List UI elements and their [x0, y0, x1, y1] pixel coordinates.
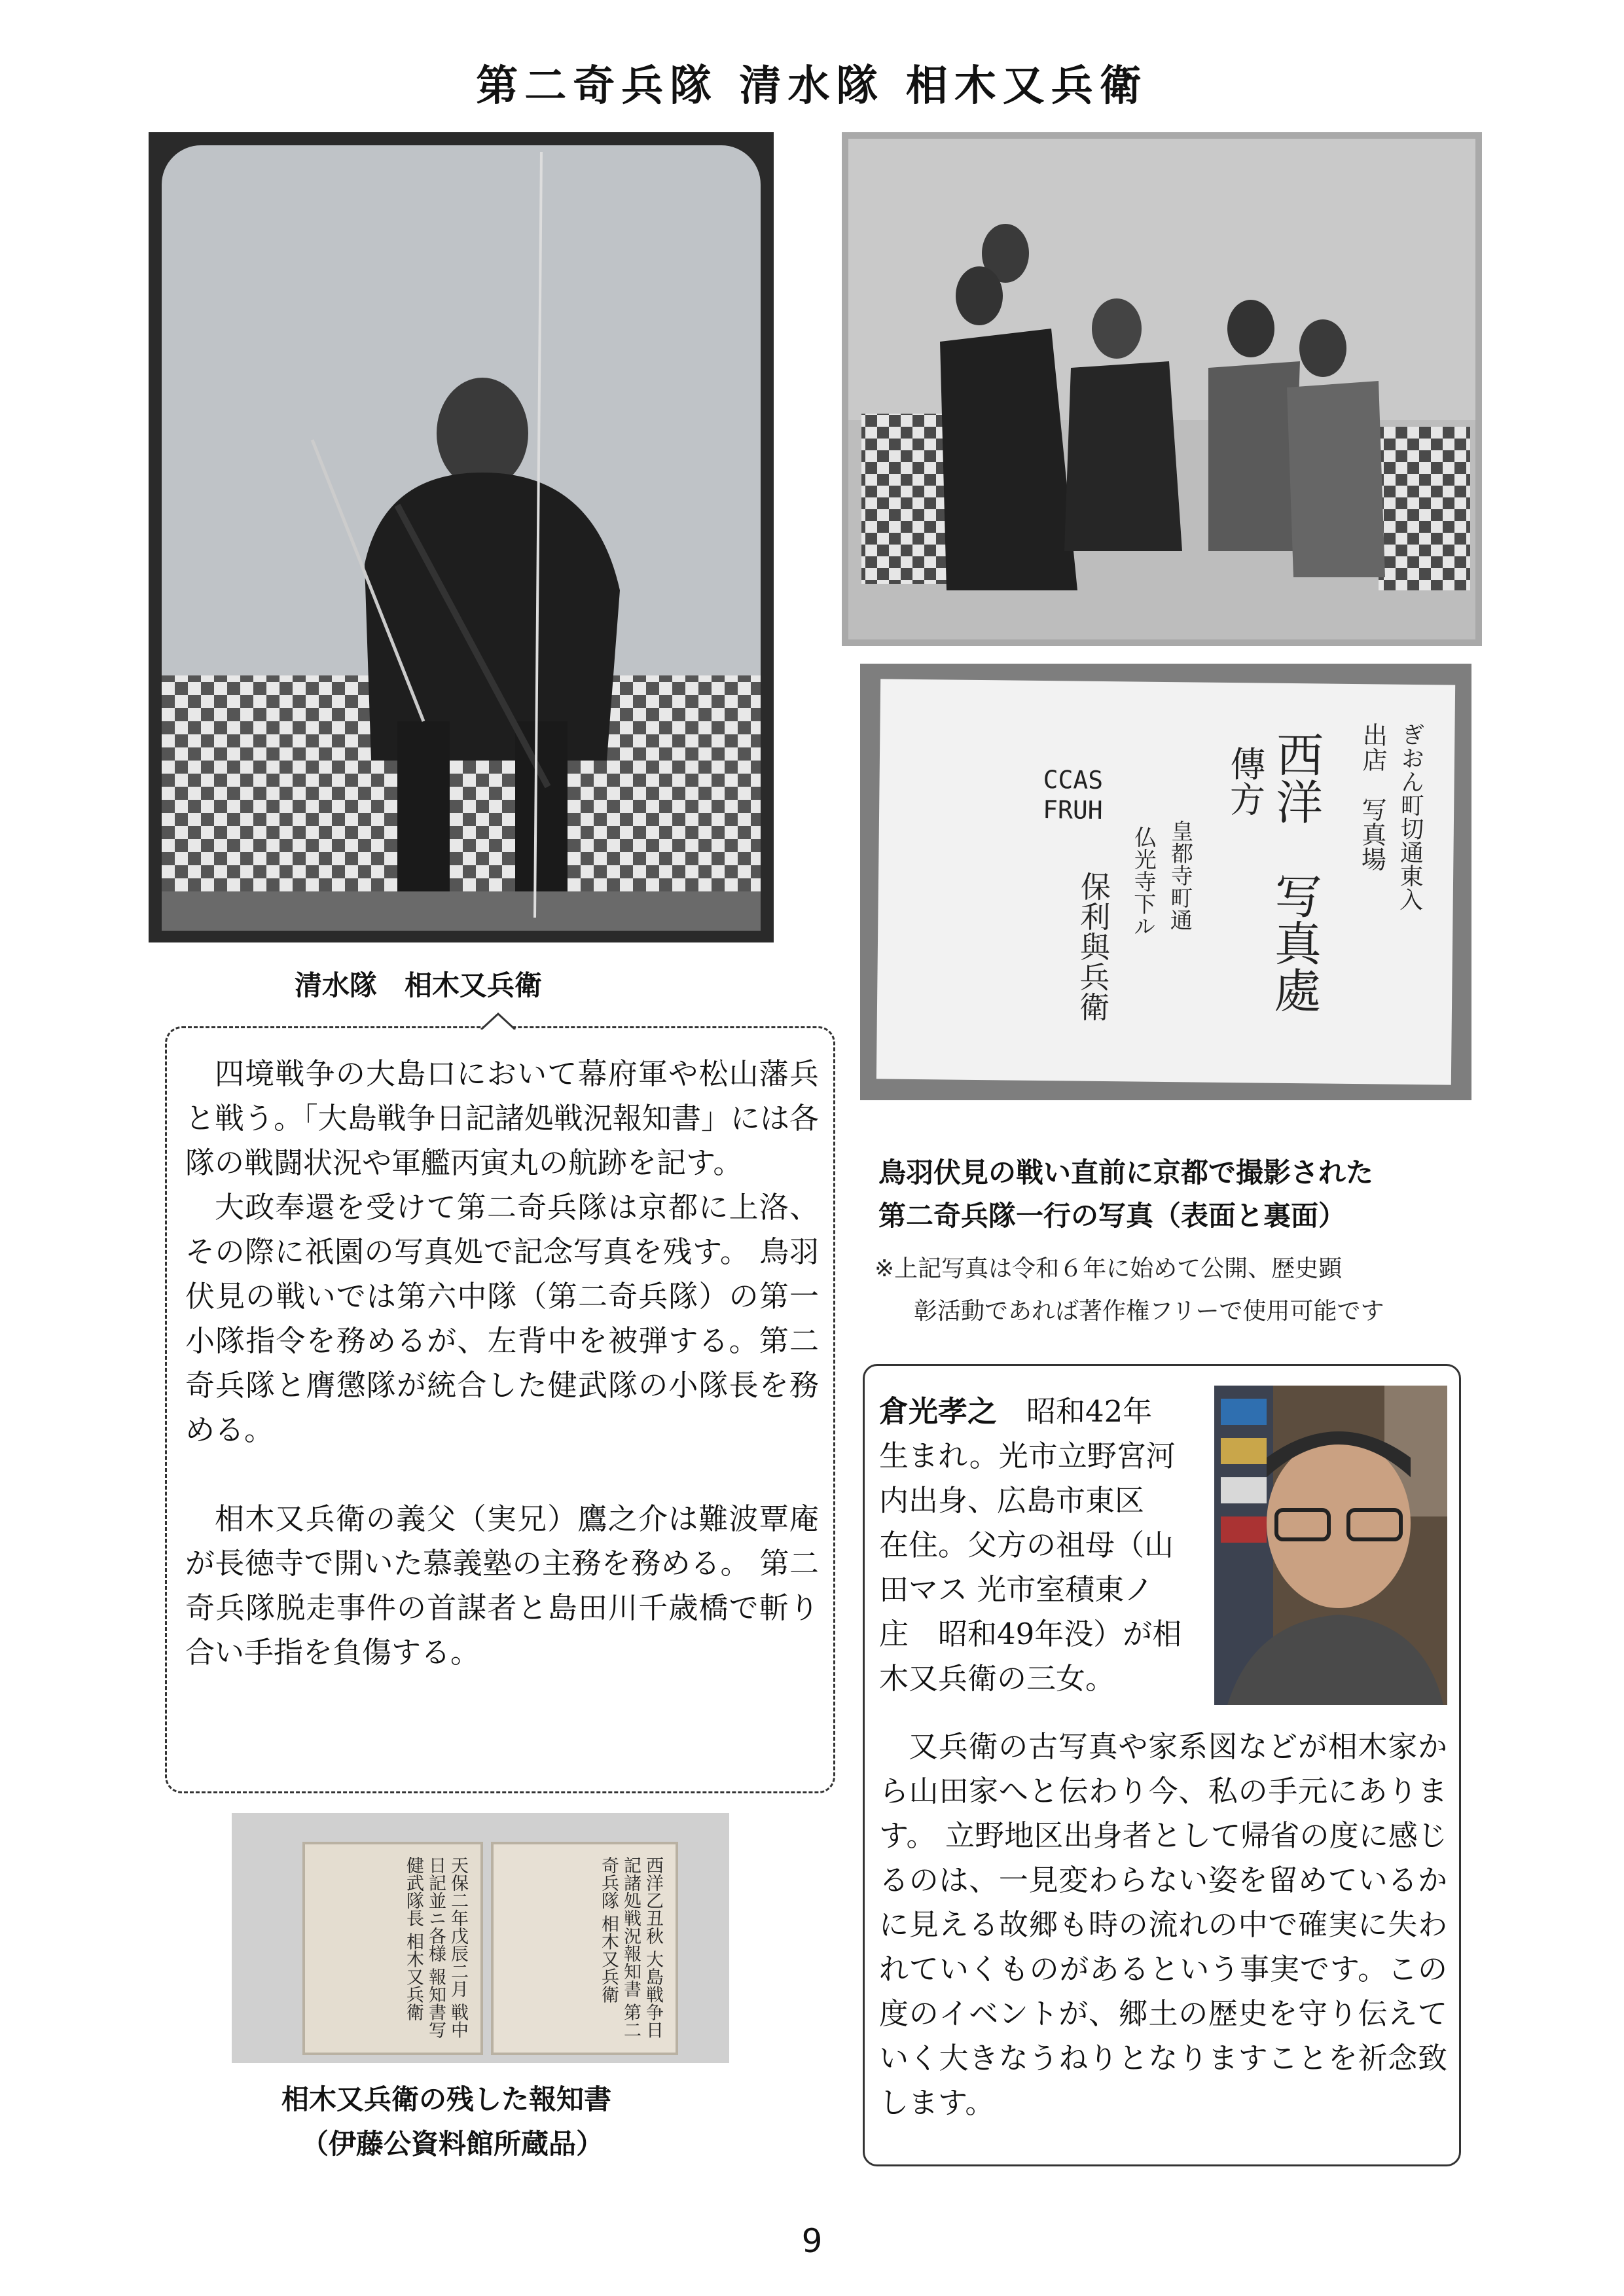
inscription-col-7: 仏光寺下ル	[1129, 825, 1157, 937]
page-title: 第二奇兵隊 清水隊 相木又兵衛	[476, 62, 1148, 111]
report-book-right	[491, 1842, 678, 2055]
story-paragraph-3: 相木又兵衛の義父（実兄）鷹之介は難波覃庵が長徳寺で開いた慕義塾の主務を務める。 第二奇兵隊脱走事件の首謀者と島田川千歳橋で斬り合い手指を負傷する。	[185, 1501, 819, 1670]
author-bio-line-1	[879, 1390, 1206, 1434]
author-bio-line-5: 田マス 光市室積東ノ	[879, 1572, 1154, 1607]
author-bio-paragraph-2: 又兵衛の古写真や家系図などが相木家から山田家へと伝わり今、私の手元にあります。 立野地区出身者として帰省の度に感じるのは、一見変わらない姿を留めているかに見える故郷も時の流れの中で確実に失われていくものがあるという事実です。この度のイベントが、郷土の歴史を守り伝えていく大きなうねりとなりますことを祈念致します。	[879, 1729, 1447, 2120]
group-photo-back	[860, 664, 1471, 1100]
portrait-caption: 清水隊 相木又兵衛	[295, 969, 543, 1001]
inscription-col-3: 西洋 写真處	[1265, 730, 1324, 1014]
page-number: 9	[801, 2222, 823, 2260]
author-name: 倉光孝之	[879, 1394, 998, 1429]
group-photo	[842, 132, 1482, 646]
author-photo	[1214, 1386, 1447, 1705]
reports-photo	[232, 1813, 729, 2063]
author-bio-line-4: 在住。父方の祖母（山	[879, 1528, 1174, 1562]
author-portrait-icon	[1214, 1386, 1447, 1705]
story-paragraph-1: 四境戦争の大島口において幕府軍や松山藩兵と戦う。「大島戦争日記諸処戦況報知書」には各隊の戦闘状況や軍艦丙寅丸の航跡を記す。	[185, 1056, 819, 1180]
author-bio-line-6: 庄 昭和49年没）が相	[879, 1617, 1182, 1651]
reports-caption-line-1: 相木又兵衛の残した報知書	[281, 2083, 612, 2115]
inscription-col-1: ぎおん町切通東入	[1396, 722, 1425, 912]
author-bio-first-line: 昭和42年	[997, 1394, 1153, 1429]
author-bio-line-7: 木又兵衛の三女。	[879, 1661, 1115, 1696]
inscription-col-4: 傳方	[1224, 745, 1267, 817]
report-cover-right: 西洋乙丑秋 大島戦争日記諸処戦況報知書 第二奇兵隊 相木又兵衛	[598, 1856, 663, 2039]
author-bio-line-2: 生まれ。光市立野宮河	[879, 1439, 1176, 1473]
story-text	[185, 1052, 819, 1675]
group-photo-caption-line-2: 第二奇兵隊一行の写真（表面と裏面）	[878, 1200, 1346, 1232]
report-book-left	[302, 1842, 483, 2055]
portrait-photo	[149, 132, 774, 942]
author-bio-line-3: 内出身、広島市東区	[879, 1483, 1145, 1518]
copyright-note-line-1: ※上記写真は令和６年に始めて公開、歴史顕	[875, 1255, 1343, 1282]
inscription-col-6: 皇都寺町通	[1166, 819, 1193, 931]
inscription-col-8: 保利與兵衛	[1074, 870, 1112, 1022]
story-box	[165, 1026, 835, 1793]
group-photo-caption-line-1: 鳥羽伏見の戦い直前に京都で撮影された	[878, 1157, 1374, 1189]
inscription-col-2: 出店 写真場	[1357, 722, 1388, 872]
copyright-note-line-2: 彰活動であれば著作権フリーで使用可能です	[914, 1298, 1384, 1325]
reports-caption-line-2: （伊藤公資料館所蔵品）	[301, 2128, 604, 2160]
author-bio-box	[863, 1364, 1461, 2166]
author-bio-lines	[879, 1390, 1206, 1701]
story-paragraph-2: 大政奉還を受けて第二奇兵隊は京都に上洛、その際に祇園の写真処で記念写真を残す。 鳥羽伏見の戦いでは第六中隊（第二奇兵隊）の第一小隊指令を務めるが、左背中を被弾する。第二奇兵隊と膺懲隊が統合した健武隊の小隊長を務める。	[185, 1190, 819, 1447]
inscription-col-5: CCAS FRUH	[1042, 765, 1104, 825]
callout-pointer-icon	[480, 1013, 516, 1030]
report-cover-left: 天保二年戊辰二月 戦中日記並ニ各様 報知書写 健武隊長 相木又兵衛	[403, 1856, 468, 2039]
photo-back-card	[876, 679, 1455, 1085]
